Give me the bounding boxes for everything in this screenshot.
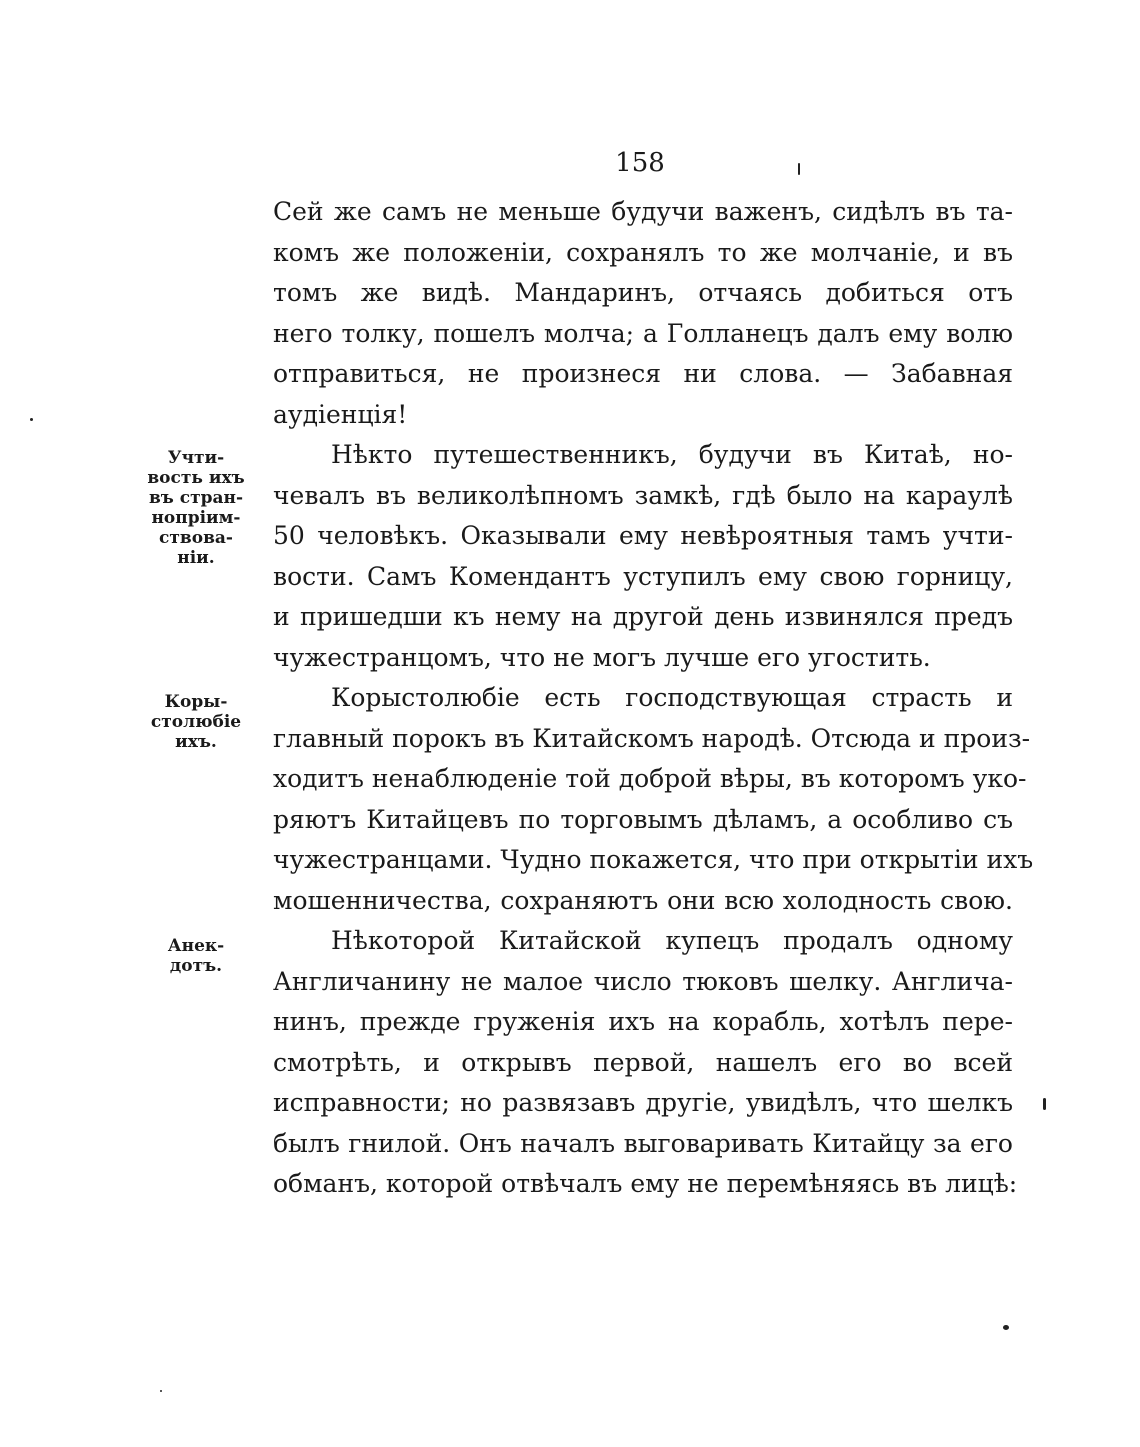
note-line: дотъ. bbox=[169, 956, 223, 976]
text-line: чевалъ въ великолѣпномъ замкѣ, гдѣ было на караулѣ bbox=[273, 480, 1013, 510]
text-line: и пришедши къ нему на другой день извинялся предъ bbox=[273, 602, 1013, 631]
text-line: Нѣкоторой Китайской купецъ продалъ одному bbox=[331, 926, 1013, 955]
note-line: Анек- bbox=[167, 936, 225, 956]
note-line: Учти- bbox=[167, 448, 225, 468]
text-line: былъ гнилой. Онъ началъ выговаривать Китайцу за его bbox=[273, 1128, 1013, 1158]
note-line: столюбіе bbox=[150, 712, 242, 732]
text-line: ряютъ Китайцевъ по торговымъ дѣламъ, а особливо съ bbox=[273, 804, 1013, 834]
note-line: вость ихъ bbox=[147, 468, 245, 488]
text-line: него толку, пошелъ молча; а Голланецъ далъ ему волю bbox=[273, 318, 1013, 348]
text-line: главный порокъ въ Китайскомъ народѣ. Отсюда и произ- bbox=[273, 723, 1031, 753]
text-line: смотрѣть, и открывъ первой, нашелъ его во всей bbox=[273, 1047, 1013, 1077]
scan-speck bbox=[30, 418, 33, 421]
page-number: 158 bbox=[615, 148, 665, 178]
text-line: Корыстолюбіе есть господствующая страсть и bbox=[331, 683, 1013, 712]
text-line: обманъ, которой отвѣчалъ ему не перемѣняясь въ лицѣ: bbox=[273, 1169, 1018, 1198]
text-line: Нѣкто путешественникъ, будучи въ Китаѣ, но- bbox=[331, 440, 1013, 469]
paragraph bbox=[273, 192, 1013, 435]
note-line: въ стран- bbox=[148, 488, 244, 508]
text-line: Англичанину не малое число тюковъ шелку. Англича- bbox=[273, 966, 1013, 996]
scan-speck bbox=[1003, 1325, 1009, 1330]
note-line: Коры- bbox=[164, 692, 228, 712]
paragraph bbox=[273, 678, 1034, 921]
text-line: чужестранцами. Чудно покажется, что при открытіи ихъ bbox=[273, 845, 1034, 874]
scan-speck bbox=[798, 163, 800, 175]
scan-speck bbox=[160, 1390, 162, 1392]
paragraph bbox=[273, 921, 1018, 1205]
paragraph bbox=[273, 435, 1013, 678]
margin-note-greed bbox=[130, 692, 262, 752]
text-line: исправности; но развязавъ другіе, увидѣлъ, что шелкъ bbox=[273, 1088, 1013, 1117]
text-line: томъ же видѣ. Мандаринъ, отчаясь добиться отъ bbox=[273, 278, 1013, 307]
note-line: ствова- bbox=[159, 528, 233, 548]
margin-note-courtesy bbox=[130, 448, 262, 568]
text-line: 50 человѣкъ. Оказывали ему невѣроятныя тамъ учти- bbox=[273, 521, 1013, 550]
note-line: ніи. bbox=[177, 548, 215, 568]
text-line: нинъ, прежде груженія ихъ на корабль, хотѣлъ пере- bbox=[273, 1007, 1013, 1036]
text-line: вости. Самъ Комендантъ уступилъ ему свою горницу, bbox=[273, 561, 1013, 591]
margin-note-anecdote bbox=[130, 936, 262, 976]
text-line: Сей же самъ не меньше будучи важенъ, сидѣлъ въ та- bbox=[273, 197, 1013, 226]
note-line: нопріим- bbox=[151, 508, 241, 528]
text-line: чужестранцомъ, что не могъ лучше его угостить. bbox=[273, 642, 931, 672]
text-line: ходитъ ненаблюденіе той доброй вѣры, въ которомъ уко- bbox=[273, 764, 1027, 793]
scan-speck bbox=[1043, 1098, 1046, 1110]
note-line: ихъ. bbox=[175, 732, 217, 752]
text-line: аудіенція! bbox=[273, 399, 408, 429]
text-line: отправиться, не произнеся ни слова. — Забавная bbox=[273, 359, 1013, 388]
main-text bbox=[273, 192, 1034, 1205]
text-line: мошенничества, сохраняютъ они всю холодность свою. bbox=[273, 885, 1013, 915]
text-line: комъ же положеніи, сохранялъ то же молчаніе, и въ bbox=[273, 237, 1013, 267]
